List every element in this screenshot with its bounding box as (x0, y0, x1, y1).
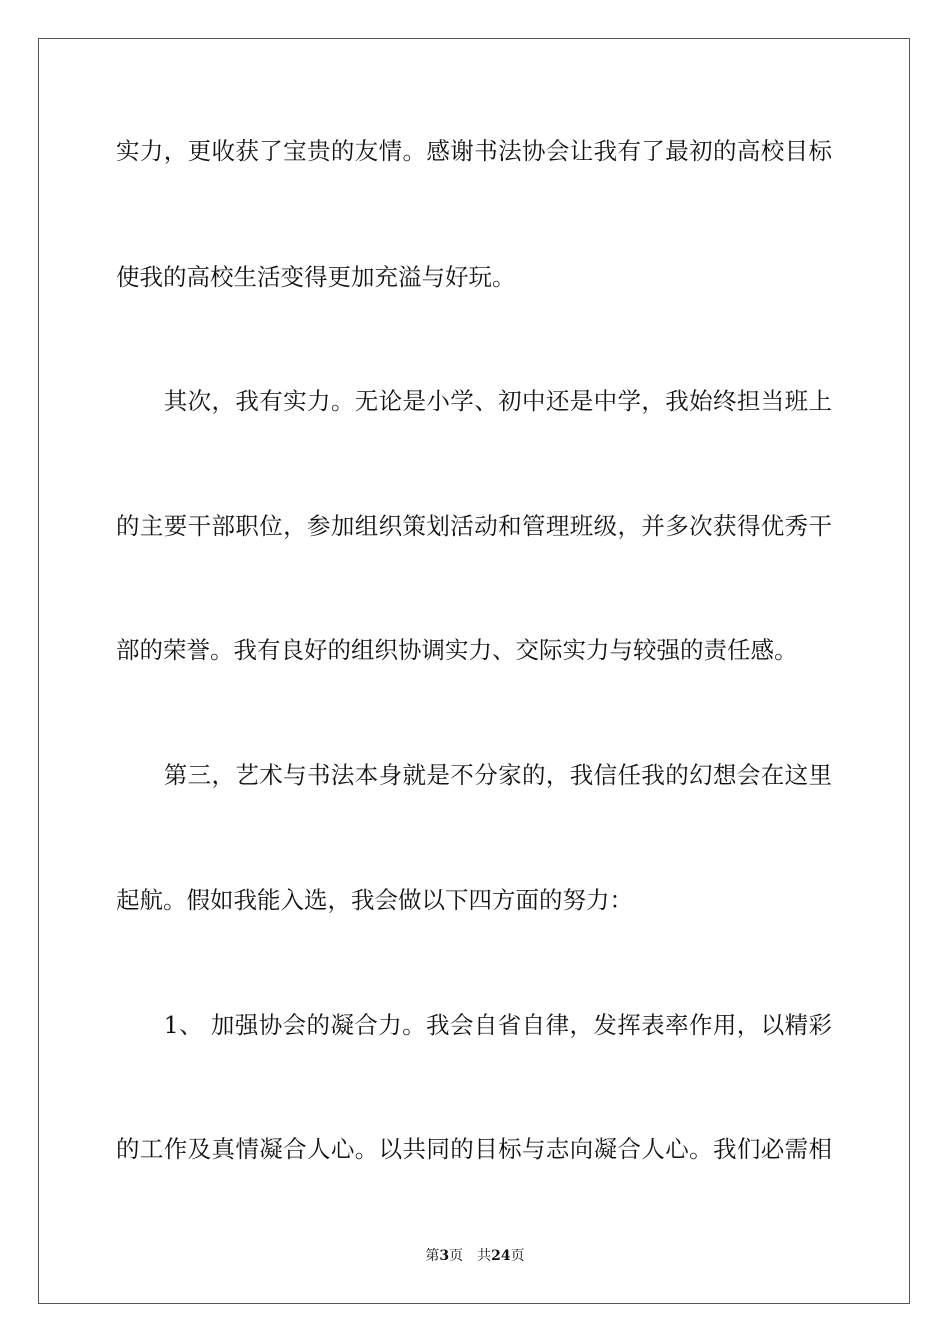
paragraph-line-4: 的主要干部职位，参加组织策划活动和管理班级，并多次获得优秀干 (116, 512, 832, 540)
page-prefix: 第 (425, 1248, 440, 1264)
page-suffix: 页 (449, 1248, 464, 1264)
total-prefix: 共 (477, 1248, 492, 1264)
paragraph-line-9: 的工作及真情凝合人心。以共同的目标与志向凝合人心。我们必需相 (116, 1135, 832, 1163)
paragraph-line-8: 1、 加强协会的凝合力。我会自省自律，发挥表率作用，以精彩 (116, 1011, 832, 1039)
paragraph-line-2: 使我的高校生活变得更加充溢与好玩。 (116, 263, 516, 291)
paragraph-line-5: 部的荣誉。我有良好的组织协调实力、交际实力与较强的责任感。 (116, 636, 798, 664)
page-border (38, 38, 910, 1304)
paragraph-line-7: 起航。假如我能入选，我会做以下四方面的努力： (116, 886, 633, 914)
page-footer (0, 1246, 950, 1266)
total-page-number: 24 (491, 1248, 511, 1264)
current-page-number: 3 (439, 1248, 450, 1264)
total-suffix: 页 (510, 1248, 525, 1264)
paragraph-line-1: 实力，更收获了宝贵的友情。感谢书法协会让我有了最初的高校目标 (116, 137, 832, 165)
paragraph-line-3: 其次，我有实力。无论是小学、初中还是中学，我始终担当班上 (116, 387, 832, 415)
paragraph-line-6: 第三，艺术与书法本身就是不分家的，我信任我的幻想会在这里 (116, 761, 832, 789)
